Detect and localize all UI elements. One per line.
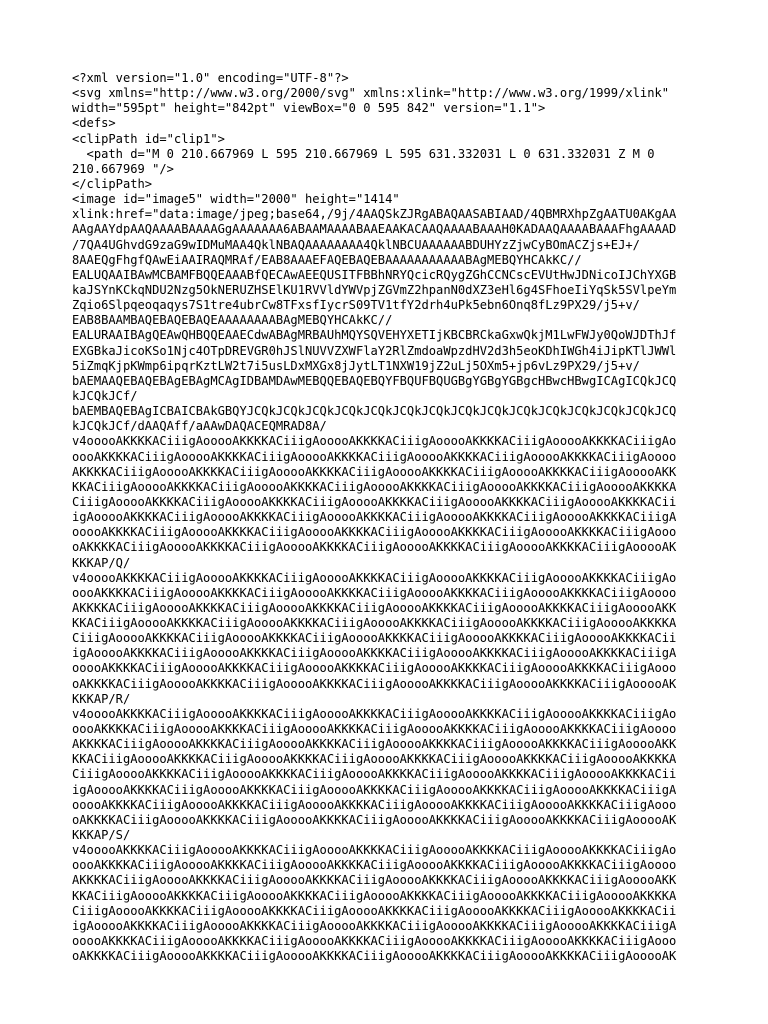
code-line: KKKAP/Q/ [72, 555, 131, 570]
code-line: EALURAAIBAgQEAwQHBQQEAAECdwABAgMRBAUhMQYSQVEHYXETIjKBCBRCkaGxwQkjM1LwFWJy0QoWJDThJf [72, 328, 677, 343]
code-line: <clipPath id="clip1"> [72, 131, 225, 146]
code-line: CiiigAooooAKKKKACiiigAooooAKKKKACiiigAooooAKKKKACiiigAooooAKKKKACiiigAooooAKKKKACii [72, 494, 677, 509]
code-line: KKACiiigAooooAKKKKACiiigAooooAKKKKACiiigAooooAKKKKACiiigAooooAKKKKACiiigAooooAKKKKA [72, 888, 677, 903]
code-line: v4ooooAKKKKACiiigAooooAKKKKACiiigAooooAKKKKACiiigAooooAKKKKACiiigAooooAKKKKACiiigAo [72, 843, 677, 858]
code-line: </clipPath> [72, 176, 153, 191]
code-line: igAooooAKKKKACiiigAooooAKKKKACiiigAooooAKKKKACiiigAooooAKKKKACiiigAooooAKKKKACiiigA [72, 646, 677, 661]
code-line: CiiigAooooAKKKKACiiigAooooAKKKKACiiigAooooAKKKKACiiigAooooAKKKKACiiigAooooAKKKKACii [72, 631, 677, 646]
code-line: 5iZmqKjpKWmp6ipqrKztLW2t7i5usLDxMXGx8jJytLT1NXW19jZ2uLj5OXm5+jp6vLz9PX29/j5+v/ [72, 358, 640, 373]
code-line: <svg xmlns="http://www.w3.org/2000/svg" xmlns:xlink="http://www.w3.org/1999/xlink" [72, 86, 670, 101]
code-line: ooooAKKKKACiiigAooooAKKKKACiiigAooooAKKKKACiiigAooooAKKKKACiiigAooooAKKKKACiiigAooo [72, 661, 677, 676]
code-line: oooAKKKKACiiigAooooAKKKKACiiigAooooAKKKKACiiigAooooAKKKKACiiigAooooAKKKKACiiigAoooo [72, 858, 677, 873]
code-line: kJCQkJCf/ [72, 388, 138, 403]
code-line: bAEMBAQEBAgICBAICBAkGBQYJCQkJCQkJCQkJCQkJCQkJCQkJCQkJCQkJCQkJCQkJCQkJCQkJCQkJCQkJCQ [72, 404, 677, 419]
code-line: AAgAAYdpAAQAAAABAAAAGgAAAAAAA6ABAAMAAAABAAEAAKACAAQAAAABAAAH0KADAAQAAAABAAAFhgAAAAD [72, 222, 677, 237]
code-line: oAKKKKACiiigAooooAKKKKACiiigAooooAKKKKACiiigAooooAKKKKACiiigAooooAKKKKACiiigAooooAK [72, 540, 677, 555]
code-line: AKKKKACiiigAooooAKKKKACiiigAooooAKKKKACiiigAooooAKKKKACiiigAooooAKKKKACiiigAooooAKK [72, 464, 677, 479]
code-line: KKKAP/R/ [72, 691, 131, 706]
code-line: KKACiiigAooooAKKKKACiiigAooooAKKKKACiiigAooooAKKKKACiiigAooooAKKKKACiiigAooooAKKKKA [72, 479, 677, 494]
code-line: igAooooAKKKKACiiigAooooAKKKKACiiigAooooAKKKKACiiigAooooAKKKKACiiigAooooAKKKKACiiigA [72, 918, 677, 933]
code-line: oooAKKKKACiiigAooooAKKKKACiiigAooooAKKKKACiiigAooooAKKKKACiiigAooooAKKKKACiiigAoooo [72, 449, 677, 464]
code-line: <defs> [72, 116, 116, 131]
code-line: <?xml version="1.0" encoding="UTF-8"?> [72, 71, 349, 85]
code-line: AKKKKACiiigAooooAKKKKACiiigAooooAKKKKACiiigAooooAKKKKACiiigAooooAKKKKACiiigAooooAKK [72, 873, 677, 888]
code-line: v4ooooAKKKKACiiigAooooAKKKKACiiigAooooAKKKKACiiigAooooAKKKKACiiigAooooAKKKKACiiigAo [72, 706, 677, 721]
code-line: igAooooAKKKKACiiigAooooAKKKKACiiigAooooAKKKKACiiigAooooAKKKKACiiigAooooAKKKKACiiigA [72, 782, 677, 797]
code-line: 210.667969 "/> [72, 161, 174, 176]
code-line: kJCQkJCf/dAAQAff/aAAwDAQACEQMRAD8A/ [72, 419, 327, 434]
code-line: EXGBkaJicoKSo1Njc4OTpDREVGR0hJSlNUVVZXWFlaY2RlZmdoaWpzdHV2d3h5eoKDhIWGh4iJipKTlJWWl [72, 343, 677, 358]
code-line: <path d="M 0 210.667969 L 595 210.667969 L 595 631.332031 L 0 631.332031 Z M 0 [72, 146, 655, 161]
code-line: v4ooooAKKKKACiiigAooooAKKKKACiiigAooooAKKKKACiiigAooooAKKKKACiiigAooooAKKKKACiiigAo [72, 434, 677, 449]
code-line: oAKKKKACiiigAooooAKKKKACiiigAooooAKKKKACiiigAooooAKKKKACiiigAooooAKKKKACiiigAooooAK [72, 812, 677, 827]
code-line: ooooAKKKKACiiigAooooAKKKKACiiigAooooAKKKKACiiigAooooAKKKKACiiigAooooAKKKKACiiigAooo [72, 934, 677, 949]
code-line: AKKKKACiiigAooooAKKKKACiiigAooooAKKKKACiiigAooooAKKKKACiiigAooooAKKKKACiiigAooooAKK [72, 737, 677, 752]
code-line: bAEMAAQEBAQEBAgEBAgMCAgIDBAMDAwMEBQQEBAQEBQYFBQUFBQUGBgYGBgYGBgcHBwcHBwgICAgICQkJCQ [72, 373, 677, 388]
code-line: v4ooooAKKKKACiiigAooooAKKKKACiiigAooooAKKKKACiiigAooooAKKKKACiiigAooooAKKKKACiiigAo [72, 570, 677, 585]
code-line: KKKAP/S/ [72, 828, 131, 843]
code-line: <image id="image5" width="2000" height="1414" [72, 192, 400, 207]
code-line: ooooAKKKKACiiigAooooAKKKKACiiigAooooAKKKKACiiigAooooAKKKKACiiigAooooAKKKKACiiigAooo [72, 797, 677, 812]
code-line: oooAKKKKACiiigAooooAKKKKACiiigAooooAKKKKACiiigAooooAKKKKACiiigAooooAKKKKACiiigAoooo [72, 585, 677, 600]
code-line: oooAKKKKACiiigAooooAKKKKACiiigAooooAKKKKACiiigAooooAKKKKACiiigAooooAKKKKACiiigAoooo [72, 722, 677, 737]
code-line: oAKKKKACiiigAooooAKKKKACiiigAooooAKKKKACiiigAooooAKKKKACiiigAooooAKKKKACiiigAooooAK [72, 949, 677, 964]
code-line: kaJSYnKCkqNDU2Nzg5OkNERUZHSElKU1RVVldYWVpjZGVmZ2hpanN0dXZ3eHl6g4SFhoeIiYqSk5SVlpeYm [72, 282, 677, 297]
code-line: igAooooAKKKKACiiigAooooAKKKKACiiigAooooAKKKKACiiigAooooAKKKKACiiigAooooAKKKKACiiigA [72, 510, 677, 525]
code-line: EAB8BAAMBAQEBAQEBAQEAAAAAAAABAgMEBQYHCAkKC// [72, 313, 393, 328]
code-line: ooooAKKKKACiiigAooooAKKKKACiiigAooooAKKKKACiiigAooooAKKKKACiiigAooooAKKKKACiiigAooo [72, 525, 677, 540]
code-line: AKKKKACiiigAooooAKKKKACiiigAooooAKKKKACiiigAooooAKKKKACiiigAooooAKKKKACiiigAooooAKK [72, 600, 677, 615]
code-line: oAKKKKACiiigAooooAKKKKACiiigAooooAKKKKACiiigAooooAKKKKACiiigAooooAKKKKACiiigAooooAK [72, 676, 677, 691]
source-code-text [72, 71, 676, 964]
code-line: CiiigAooooAKKKKACiiigAooooAKKKKACiiigAooooAKKKKACiiigAooooAKKKKACiiigAooooAKKKKACii [72, 903, 677, 918]
code-line: /7QA4UGhvdG9zaG9wIDMuMAA4QklNBAQAAAAAAAA4QklNBCUAAAAAABDUHYzZjwCyBOmACZjs+EJ+/ [72, 237, 640, 252]
code-line: CiiigAooooAKKKKACiiigAooooAKKKKACiiigAooooAKKKKACiiigAooooAKKKKACiiigAooooAKKKKACii [72, 767, 677, 782]
code-line: xlink:href="data:image/jpeg;base64,/9j/4AAQSkZJRgABAQAASABIAAD/4QBMRXhpZgAATU0AKgAA [72, 207, 677, 222]
code-line: width="595pt" height="842pt" viewBox="0 0 595 842" version="1.1"> [72, 101, 546, 116]
code-line: 8AAEQgFhgfQAwEiAAIRAQMRAf/EAB8AAAEFAQEBAQEBAAAAAAAAAAABAgMEBQYHCAkKC// [72, 252, 582, 267]
code-line: KKACiiigAooooAKKKKACiiigAooooAKKKKACiiigAooooAKKKKACiiigAooooAKKKKACiiigAooooAKKKKA [72, 752, 677, 767]
code-line: KKACiiigAooooAKKKKACiiigAooooAKKKKACiiigAooooAKKKKACiiigAooooAKKKKACiiigAooooAKKKKA [72, 616, 677, 631]
code-line: EALUQAAIBAwMCBAMFBQQEAAABfQECAwAEEQUSITFBBhNRYQcicRQygZGhCCNCscEVUtHwJDNicoIJChYXGB [72, 267, 677, 282]
code-line: Zqio6Slpqeoqaqys7S1tre4ubrCw8TFxsfIycrS09TV1tfY2drh4uPk5ebn6Onq8fLz9PX29/j5+v/ [72, 298, 640, 313]
